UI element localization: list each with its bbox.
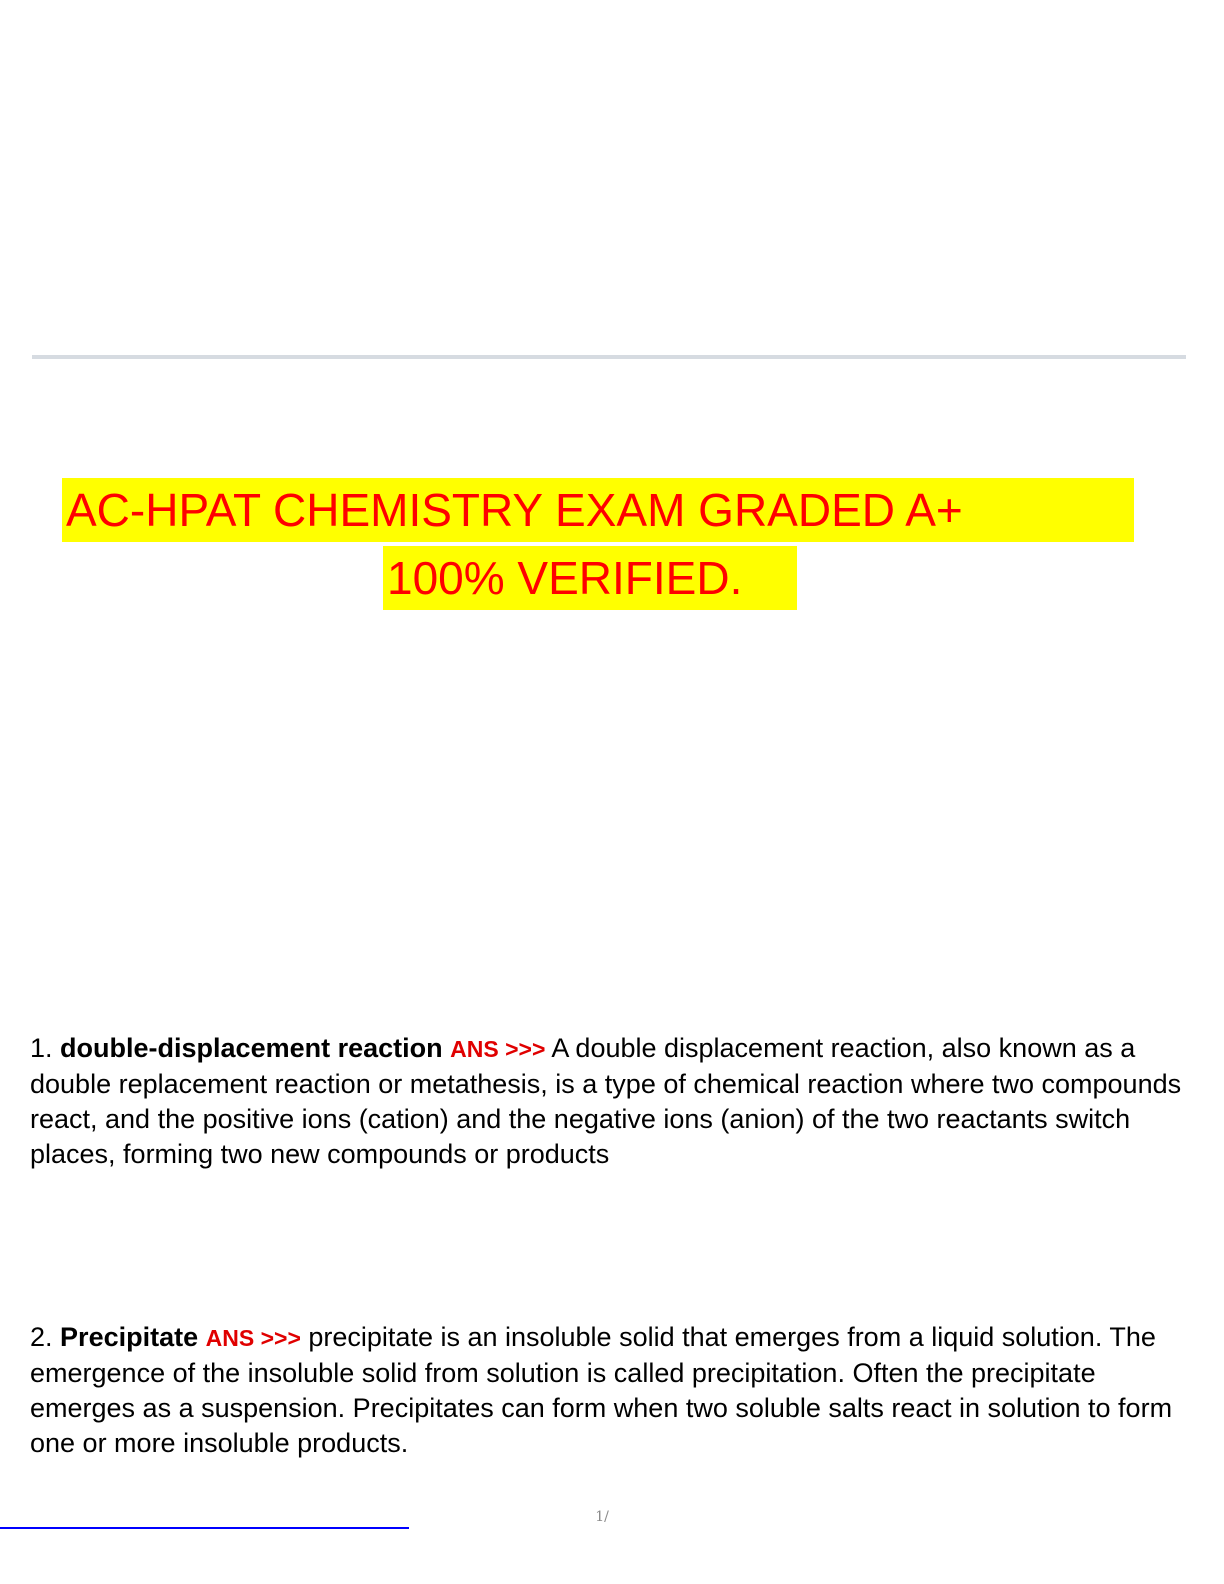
question-item	[30, 1031, 1190, 1172]
answer-marker: ANS >>>	[205, 1325, 301, 1351]
title-line-1: AC-HPAT CHEMISTRY EXAM GRADED A+	[62, 478, 1134, 542]
question-term: double-displacement reaction	[60, 1033, 443, 1063]
question-term: Precipitate	[60, 1322, 199, 1352]
answer-text: A double displacement reaction, also known as a double replacement reaction or metathesis, is a type of chemical reaction where two compounds react, and the positive ions (cation) and the negative ions (anion) of the two reactants switch places, forming two new compounds or products	[30, 1033, 1182, 1169]
footer-divider	[0, 1527, 409, 1529]
question-item	[30, 1320, 1190, 1461]
answer-text: precipitate is an insoluble solid that emerges from a liquid solution. The emergence of the insoluble solid from solution is called precipitation. Often the precipitate emerges as a suspension. Precipitates can form when two soluble salts react in solution to form one or more insoluble products.	[30, 1322, 1173, 1458]
answer-marker: ANS >>>	[450, 1036, 546, 1062]
question-number: 2.	[30, 1322, 53, 1352]
header-divider	[32, 355, 1186, 359]
question-number: 1.	[30, 1033, 53, 1063]
page-number: 1/	[595, 1509, 609, 1525]
title-line-2: 100% VERIFIED.	[383, 546, 797, 610]
